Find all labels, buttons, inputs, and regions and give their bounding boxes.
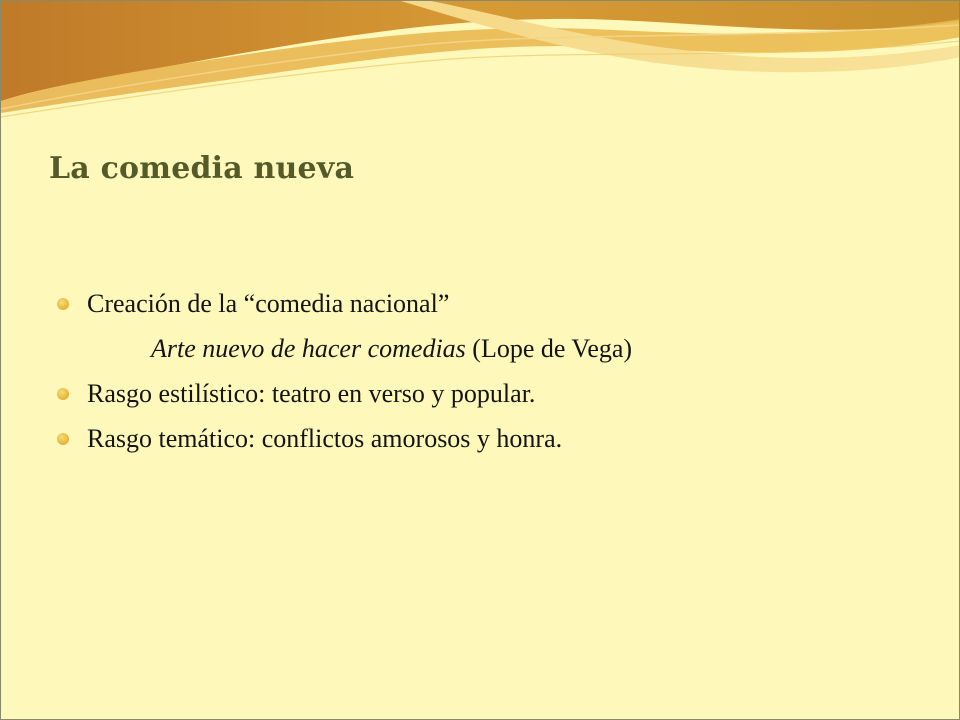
bullet-text: Creación de la “comedia nacional” (87, 289, 450, 318)
bullet-subline (57, 330, 632, 375)
work-title: Arte nuevo de hacer comedias (151, 334, 466, 363)
slide-title: La comedia nueva (49, 151, 355, 186)
bullet-list (57, 285, 632, 465)
bullet-dot-icon (57, 388, 69, 400)
bullet-text: Rasgo estilístico: teatro en verso y popular. (87, 379, 536, 408)
work-author: (Lope de Vega) (465, 334, 633, 363)
bullet-item (57, 285, 632, 330)
bullet-dot-icon (57, 298, 69, 310)
decorative-wave-banner (1, 1, 960, 131)
bullet-item (57, 375, 632, 420)
bullet-item (57, 420, 632, 465)
bullet-text: Rasgo temático: conflictos amorosos y honra. (87, 424, 563, 453)
bullet-dot-icon (57, 433, 69, 445)
